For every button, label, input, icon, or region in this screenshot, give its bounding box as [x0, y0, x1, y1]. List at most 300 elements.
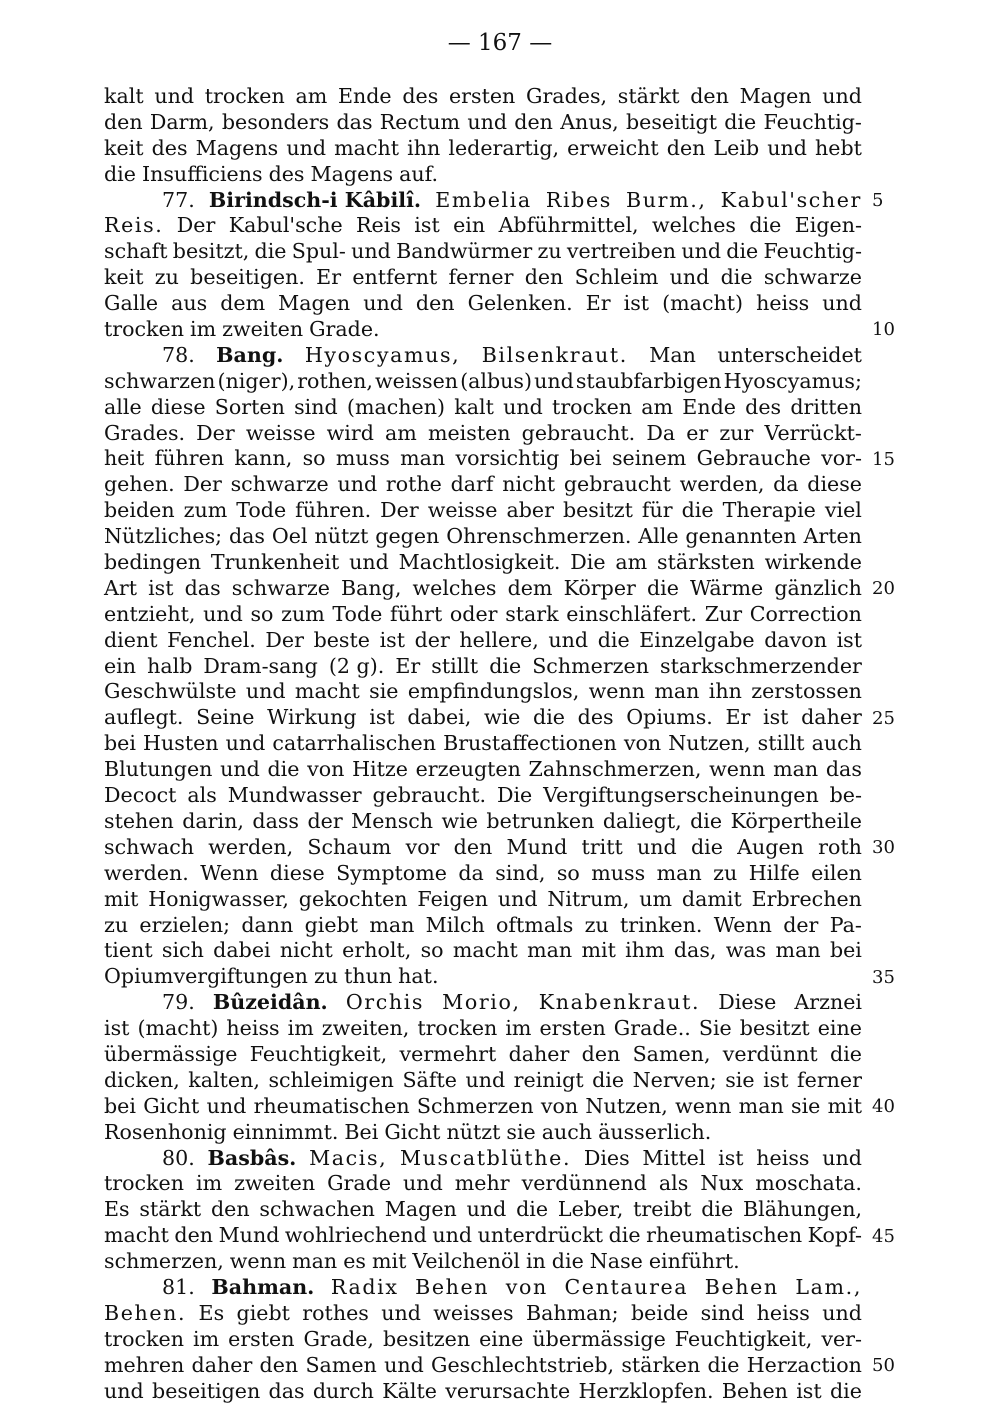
- word: des: [151, 135, 188, 160]
- word: hebt: [815, 135, 862, 160]
- word: 80.: [162, 1145, 195, 1170]
- word: besitzt,: [172, 239, 250, 264]
- word: Kälte: [382, 1378, 437, 1403]
- word: Fenchel.: [167, 627, 256, 652]
- word: Seine: [196, 705, 255, 730]
- word: die: [104, 161, 136, 186]
- text-line: [104, 265, 862, 291]
- word: und: [225, 731, 266, 756]
- word: weissen: [375, 368, 459, 393]
- word: Zur: [704, 601, 743, 626]
- word: Herzaction: [746, 1352, 862, 1377]
- word: Spul-: [291, 239, 346, 264]
- word: zur: [719, 420, 754, 445]
- word: und: [822, 1300, 862, 1325]
- word: von: [623, 731, 662, 756]
- margin-line-number: 25: [872, 707, 895, 729]
- word: (machen): [346, 394, 446, 419]
- word: bei: [104, 1093, 136, 1118]
- word: die: [608, 1223, 641, 1248]
- word: dritten: [790, 394, 862, 419]
- word: Feuchtigkeit,: [249, 1041, 388, 1066]
- word: Behen.: [104, 1300, 187, 1325]
- word: trocken: [417, 1016, 498, 1041]
- word: davon: [764, 627, 827, 652]
- text-line: [104, 1249, 862, 1275]
- word: erweicht: [567, 135, 659, 160]
- word: Bahman;: [525, 1300, 619, 1325]
- word: Schaum: [307, 834, 392, 859]
- word: die: [592, 1067, 625, 1092]
- text-line: [104, 110, 862, 136]
- word: Macis,: [309, 1145, 388, 1170]
- text-line: [104, 1171, 862, 1197]
- word: vor-: [821, 446, 862, 471]
- word: Nerven;: [632, 1067, 717, 1092]
- word: mehren: [104, 1352, 185, 1377]
- text-line: [104, 1327, 862, 1353]
- word: Bei: [344, 1119, 379, 1144]
- word: beseitigen: [152, 1378, 261, 1403]
- entry-heading: Bahman.: [211, 1274, 315, 1299]
- word: dem: [507, 575, 553, 600]
- word: verursachte: [445, 1378, 571, 1403]
- text-line: [104, 188, 862, 214]
- word: gebraucht.: [372, 783, 487, 808]
- word: trinken.: [619, 912, 703, 937]
- word: nützt: [314, 524, 369, 549]
- word: staubfarbigen: [575, 368, 722, 393]
- text-line: [104, 239, 862, 265]
- text-line: [104, 809, 862, 835]
- word: Behen: [704, 1274, 779, 1299]
- word: Grade.: [309, 317, 380, 342]
- word: die: [726, 239, 759, 264]
- word: ihm: [625, 938, 665, 963]
- word: macht: [452, 938, 518, 963]
- word: Augen: [737, 834, 804, 859]
- word: weisse: [245, 420, 316, 445]
- word: bedingen: [104, 550, 202, 575]
- word: besitzt: [562, 498, 633, 523]
- word: stehen: [104, 808, 174, 833]
- word: mit: [371, 1249, 407, 1274]
- word: Pa-: [829, 912, 862, 937]
- word: man: [527, 938, 573, 963]
- word: Bandwürmer: [396, 239, 533, 264]
- word: in: [525, 1249, 546, 1274]
- word: treibt: [633, 1197, 692, 1222]
- word: Anus,: [560, 109, 619, 134]
- word: zu: [713, 860, 738, 885]
- word: trocken: [552, 394, 633, 419]
- word: Brustaffectionen: [443, 731, 617, 756]
- word: er: [686, 420, 709, 445]
- word: Blutungen: [104, 757, 213, 782]
- word: am: [385, 420, 417, 445]
- word: und: [497, 886, 538, 911]
- word: Samen,: [632, 1041, 711, 1066]
- word: stillt: [757, 731, 805, 756]
- word: als: [187, 783, 217, 808]
- word: was: [725, 938, 767, 963]
- word: beste: [313, 627, 370, 652]
- word: einschläfert.: [566, 601, 698, 626]
- word: beide: [630, 1300, 689, 1325]
- word: Magen: [278, 291, 351, 316]
- word: Machtlosigkeit.: [398, 550, 561, 575]
- word: Feigen: [417, 886, 488, 911]
- text-line: [104, 835, 862, 861]
- word: den: [581, 1041, 621, 1066]
- word: Morio,: [442, 990, 521, 1015]
- word: Burm.,: [626, 187, 707, 212]
- word: beseitigen.: [190, 265, 305, 290]
- word: Diese: [718, 990, 777, 1015]
- word: meisten: [427, 420, 511, 445]
- word: einnimmt.: [232, 1119, 339, 1144]
- text-line: [104, 964, 862, 990]
- word: Blähungen,: [743, 1197, 862, 1222]
- word: stärkt: [139, 1197, 202, 1222]
- text-line: [104, 1042, 862, 1068]
- word: Geschwülste: [104, 679, 237, 704]
- word: Reis.: [104, 213, 164, 238]
- word: Knabenkraut.: [538, 990, 701, 1015]
- word: vermehrt: [399, 1041, 497, 1066]
- word: ist: [379, 627, 405, 652]
- word: Der: [380, 498, 419, 523]
- word: heiss: [756, 1300, 810, 1325]
- word: schaft: [104, 239, 168, 264]
- word: die: [267, 757, 300, 782]
- word: Muscatblüthe.: [399, 1145, 572, 1170]
- word: die: [690, 808, 723, 833]
- word: ist: [148, 575, 174, 600]
- word: mit: [581, 938, 616, 963]
- margin-line-number: 5: [872, 189, 884, 211]
- word: mit: [827, 1093, 862, 1118]
- word: hellere,: [459, 627, 539, 652]
- word: Wenn: [713, 912, 772, 937]
- word: die: [720, 265, 753, 290]
- word: catarrhalischen: [272, 731, 436, 756]
- word: kalt: [104, 84, 144, 108]
- word: wenn: [229, 1249, 287, 1274]
- word: für: [641, 498, 673, 523]
- word: Centaurea: [564, 1274, 689, 1299]
- word: Grade,: [303, 1326, 374, 1351]
- word: Schmerzen: [416, 1093, 534, 1118]
- word: die: [597, 627, 630, 652]
- word: entfernt: [352, 265, 438, 290]
- word: die: [690, 834, 723, 859]
- word: Grades,: [526, 84, 608, 108]
- word: ferner: [797, 1067, 862, 1092]
- word: Die: [570, 550, 606, 575]
- word: Symptome: [336, 860, 447, 885]
- word: macht: [334, 135, 400, 160]
- word: Oel: [271, 524, 308, 549]
- word: vor: [405, 834, 440, 859]
- word: Feuchtig-: [763, 109, 862, 134]
- word: Gicht: [384, 1119, 441, 1144]
- word: roth: [818, 834, 862, 859]
- word: und: [637, 834, 677, 859]
- word: Schmerzen: [532, 653, 649, 678]
- word: Der: [183, 472, 222, 497]
- word: Grades.: [104, 420, 186, 445]
- word: werden.: [104, 860, 189, 885]
- word: das: [268, 1378, 305, 1403]
- text-column: [104, 84, 862, 1404]
- word: diese: [150, 394, 206, 419]
- word: Opiumvergiftungen: [104, 964, 308, 989]
- word: eine: [479, 1326, 524, 1351]
- word: am: [295, 84, 328, 108]
- word: um: [639, 886, 673, 911]
- word: da: [773, 472, 799, 497]
- word: eilen: [811, 860, 862, 885]
- word: stärkt: [617, 84, 680, 108]
- word: äusserlich.: [598, 1119, 712, 1144]
- word: Dies: [583, 1145, 630, 1170]
- word: genannten: [685, 524, 797, 549]
- word: alle: [104, 394, 142, 419]
- word: erzeugten: [415, 757, 521, 782]
- word: daher: [801, 705, 862, 730]
- word: den: [210, 1197, 250, 1222]
- word: Reis: [356, 213, 401, 238]
- word: Er: [585, 291, 611, 316]
- word: welches: [652, 213, 736, 238]
- word: Nutzen,: [585, 1093, 668, 1118]
- word: (niger),: [217, 368, 296, 393]
- word: und: [381, 1300, 421, 1325]
- word: Einzelgabe: [639, 627, 755, 652]
- word: man: [656, 860, 702, 885]
- word: des: [577, 705, 614, 730]
- word: Da: [646, 420, 676, 445]
- word: keit: [104, 135, 144, 160]
- word: dabei: [213, 938, 271, 963]
- word: die: [749, 213, 782, 238]
- word: zu: [584, 912, 609, 937]
- word: ist: [414, 213, 440, 238]
- word: empfindungslos,: [407, 679, 580, 704]
- word: rheumatischen: [253, 1093, 410, 1118]
- word: kalten,: [188, 1067, 260, 1092]
- word: das: [228, 524, 265, 549]
- entry-heading: Bang.: [216, 342, 284, 367]
- word: kann,: [234, 446, 293, 471]
- text-line: [104, 395, 862, 421]
- word: sie: [369, 679, 399, 704]
- word: nicht: [502, 472, 556, 497]
- word: stärksten: [657, 550, 755, 575]
- word: Feuchtigkeit,: [674, 1326, 813, 1351]
- word: Schleim: [574, 265, 659, 290]
- word: man: [292, 1249, 338, 1274]
- word: trocken: [104, 1171, 184, 1196]
- word: Arznei: [794, 990, 862, 1015]
- word: des: [402, 84, 439, 108]
- word: da: [458, 860, 484, 885]
- word: auflegt.: [104, 705, 184, 730]
- word: den: [666, 135, 706, 160]
- word: den: [259, 1352, 299, 1377]
- word: schwarze: [230, 472, 329, 497]
- word: sind,: [495, 860, 546, 885]
- word: Sie: [698, 1016, 732, 1041]
- margin-line-number: 35: [872, 966, 895, 988]
- text-line: [104, 524, 862, 550]
- word: schwarze: [231, 575, 330, 600]
- word: ist: [763, 1067, 789, 1092]
- word: die: [724, 109, 757, 134]
- margin-line-number: 15: [872, 448, 895, 470]
- word: die: [533, 705, 565, 730]
- word: Herzklopfen.: [578, 1378, 714, 1403]
- word: werden,: [679, 472, 765, 497]
- text-line: [104, 1094, 862, 1120]
- margin-line-number: 40: [872, 1096, 895, 1118]
- word: nützt: [446, 1119, 501, 1144]
- word: so: [420, 938, 444, 963]
- word: schwarzen: [104, 368, 216, 393]
- word: die: [830, 1041, 862, 1066]
- word: schwarze: [763, 265, 862, 290]
- word: ferner: [448, 265, 514, 290]
- word: trocken: [104, 1326, 184, 1351]
- word: so: [556, 860, 580, 885]
- word: Dram-sang: [203, 653, 318, 678]
- word: des: [268, 161, 305, 186]
- word: Magen: [739, 84, 812, 108]
- word: im: [195, 1171, 223, 1196]
- word: darf: [450, 472, 494, 497]
- word: thun: [344, 964, 393, 989]
- word: ist: [718, 1145, 744, 1170]
- word: Nux: [700, 1171, 744, 1196]
- word: dass: [252, 808, 299, 833]
- word: bei: [569, 446, 602, 471]
- text-line: [104, 938, 862, 964]
- word: Leber,: [557, 1197, 624, 1222]
- word: zerstossen: [751, 679, 862, 704]
- word: und: [822, 84, 862, 108]
- word: bei: [829, 938, 862, 963]
- text-line: [104, 887, 862, 913]
- word: oder: [449, 601, 498, 626]
- word: Nitrum,: [547, 886, 630, 911]
- word: verdünnend: [521, 1171, 647, 1196]
- word: Nase: [589, 1249, 643, 1274]
- word: und: [349, 550, 389, 575]
- margin-line-number: 10: [872, 319, 895, 341]
- text-line: [104, 679, 862, 705]
- word: und: [548, 627, 589, 652]
- word: besitzt: [739, 1016, 810, 1041]
- word: stillt: [431, 653, 479, 678]
- word: Körper: [563, 575, 636, 600]
- text-line: [104, 1120, 862, 1146]
- word: trocken: [104, 317, 184, 342]
- word: bei: [104, 731, 136, 756]
- word: zum: [183, 498, 228, 523]
- word: Mundwasser: [227, 783, 362, 808]
- word: die: [701, 1197, 734, 1222]
- margin-line-number: 30: [872, 837, 895, 859]
- word: im: [505, 1016, 532, 1041]
- word: zu: [104, 912, 129, 937]
- word: von: [505, 1274, 548, 1299]
- word: Radix: [330, 1274, 399, 1299]
- word: gegen: [375, 524, 440, 549]
- word: wie: [441, 808, 478, 833]
- word: ihn: [407, 135, 441, 160]
- word: Verrückt-: [764, 420, 862, 445]
- word: Er: [316, 265, 342, 290]
- word: am: [641, 394, 674, 419]
- word: mit: [104, 886, 139, 911]
- word: übermässige: [104, 1041, 238, 1066]
- word: Samen: [305, 1352, 377, 1377]
- word: von: [540, 1093, 579, 1118]
- text-line: [104, 861, 862, 887]
- text-line: [104, 705, 862, 731]
- word: auch: [541, 1119, 593, 1144]
- word: be-: [829, 783, 862, 808]
- word: man: [400, 446, 446, 471]
- text-line: [104, 1379, 862, 1405]
- word: gänzlich: [774, 575, 862, 600]
- word: eine: [817, 1016, 862, 1041]
- word: (macht): [662, 291, 744, 316]
- word: Man: [649, 342, 696, 367]
- word: Mittel: [642, 1145, 706, 1170]
- word: heiss: [756, 1145, 810, 1170]
- word: ist: [104, 1016, 130, 1041]
- word: als: [658, 1171, 689, 1196]
- word: ersten: [228, 1326, 295, 1351]
- word: und: [286, 135, 327, 160]
- word: Bilsenkraut.: [481, 342, 628, 367]
- word: besitzen: [383, 1326, 471, 1351]
- word: und: [154, 84, 195, 108]
- word: diese: [269, 860, 325, 885]
- word: (2 g).: [328, 653, 385, 678]
- word: lederartig,: [448, 135, 560, 160]
- word: Gelenken.: [467, 291, 573, 316]
- word: verdünnt: [722, 1041, 818, 1066]
- word: gehen.: [104, 472, 175, 497]
- word: daher: [508, 1041, 570, 1066]
- word: wirkende: [764, 550, 862, 575]
- text-line: [104, 343, 862, 369]
- word: das,: [673, 938, 717, 963]
- text-line: [104, 783, 862, 809]
- text-line: [104, 421, 862, 447]
- word: Säfte: [402, 1067, 457, 1092]
- word: Der: [196, 420, 235, 445]
- word: Honigwasser,: [148, 886, 289, 911]
- word: die: [707, 1352, 740, 1377]
- word: ein: [453, 213, 486, 238]
- word: und: [337, 472, 378, 497]
- word: Opiums.: [626, 705, 713, 730]
- word: 78.: [162, 342, 195, 367]
